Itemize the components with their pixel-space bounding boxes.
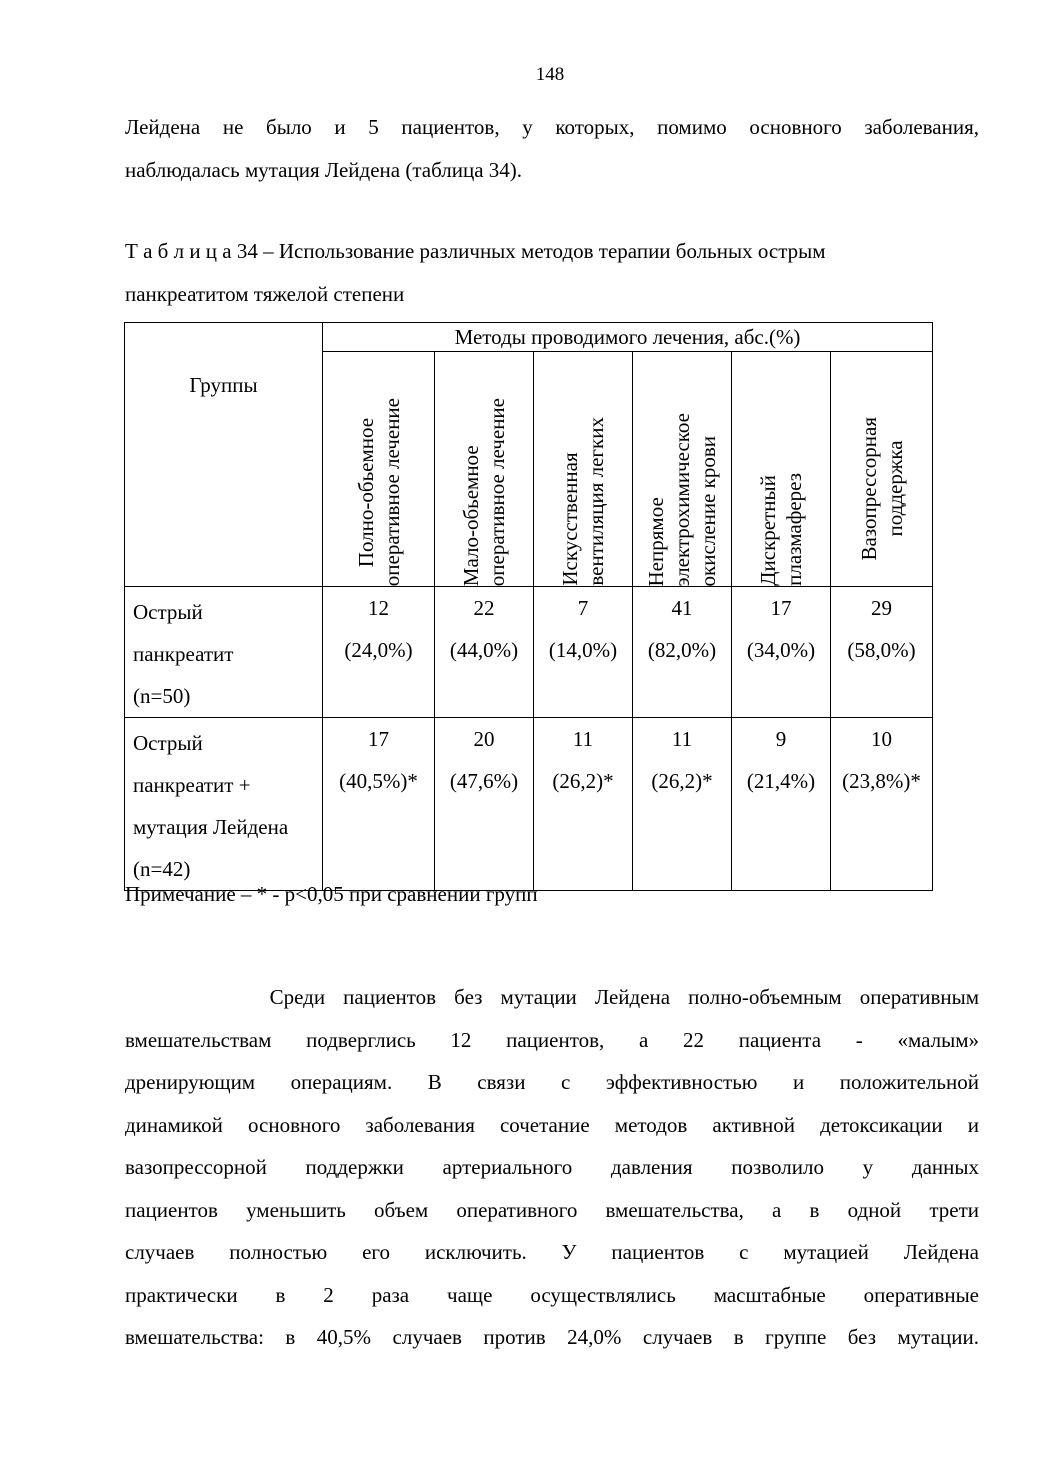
value-cell: 12 (24,0%) bbox=[323, 587, 435, 718]
text-line: практически в 2 раза чаще осуществлялись масштабные оперативные bbox=[125, 1282, 979, 1307]
column-header: Непрямое электрохимическое окисление крови bbox=[633, 352, 732, 587]
text-line: динамикой основного заболевания сочетание методов активной детоксикации и bbox=[125, 1112, 979, 1137]
table-note: Примечание – * - р<0,05 при сравнении групп bbox=[125, 882, 538, 906]
value-cell: 11 (26,2)* bbox=[534, 718, 633, 891]
column-header: Дискретный плазмаферез bbox=[732, 352, 831, 587]
value-cell: 20 (47,6%) bbox=[435, 718, 534, 891]
value-cell: 9 (21,4%) bbox=[732, 718, 831, 891]
text-line: Среди пациентов без мутации Лейдена полно-объемным оперативным bbox=[125, 985, 979, 1009]
column-header: Вазопрессорная поддержка bbox=[831, 352, 933, 587]
table-row bbox=[125, 718, 933, 891]
text-line: вмешательствам подверглись 12 пациентов, а 22 пациента - «малым» bbox=[125, 1027, 979, 1052]
therapy-methods-table bbox=[124, 322, 933, 891]
groups-header: Группы bbox=[125, 323, 323, 587]
text-line: Лейдена не было и 5 пациентов, у которых, помимо основного заболевания, bbox=[125, 115, 979, 139]
intro-paragraph bbox=[125, 106, 979, 191]
text-line: вазопрессорной поддержки артериального давления позволило у данных bbox=[125, 1155, 979, 1179]
page-number: 148 bbox=[535, 64, 565, 85]
value-cell: 41 (82,0%) bbox=[633, 587, 732, 718]
value-cell: 17 (40,5%)* bbox=[323, 718, 435, 891]
group-cell: Острый панкреатит + мутация Лейдена (n=42) bbox=[125, 718, 323, 891]
value-cell: 7 (14,0%) bbox=[534, 587, 633, 718]
text-line: наблюдалась мутация Лейдена (таблица 34). bbox=[125, 157, 523, 182]
table-caption bbox=[125, 230, 979, 315]
value-cell: 29 (58,0%) bbox=[831, 587, 933, 718]
group-cell: Острый панкреатит (n=50) bbox=[125, 587, 323, 718]
value-cell: 17 (34,0%) bbox=[732, 587, 831, 718]
text-line: пациентов уменьшить объем оперативного вмешательства, а в одной трети bbox=[125, 1197, 979, 1222]
column-header: Полно-обьемное оперативное лечение bbox=[323, 352, 435, 587]
column-header: Искусственная вентиляция легких bbox=[534, 352, 633, 587]
table-row bbox=[125, 587, 933, 718]
methods-header: Методы проводимого лечения, абс.(%) bbox=[323, 323, 933, 352]
value-cell: 22 (44,0%) bbox=[435, 587, 534, 718]
text-line: панкреатитом тяжелой степени bbox=[125, 281, 405, 306]
value-cell: 10 (23,8%)* bbox=[831, 718, 933, 891]
text-line: Т а б л и ц а 34 – Использование различных методов терапии больных острым bbox=[125, 239, 826, 263]
text-line: дренирующим операциям. В связи с эффективностью и положительной bbox=[125, 1070, 979, 1094]
text-line: случаев полностью его исключить. У пациентов с мутацией Лейдена bbox=[125, 1240, 979, 1264]
value-cell: 11 (26,2)* bbox=[633, 718, 732, 891]
text-line: вмешательства: в 40,5% случаев против 24,0% случаев в группе без мутации. bbox=[125, 1325, 979, 1349]
column-header: Мало-обьемное оперативное лечение bbox=[435, 352, 534, 587]
body-paragraph bbox=[125, 976, 979, 1359]
